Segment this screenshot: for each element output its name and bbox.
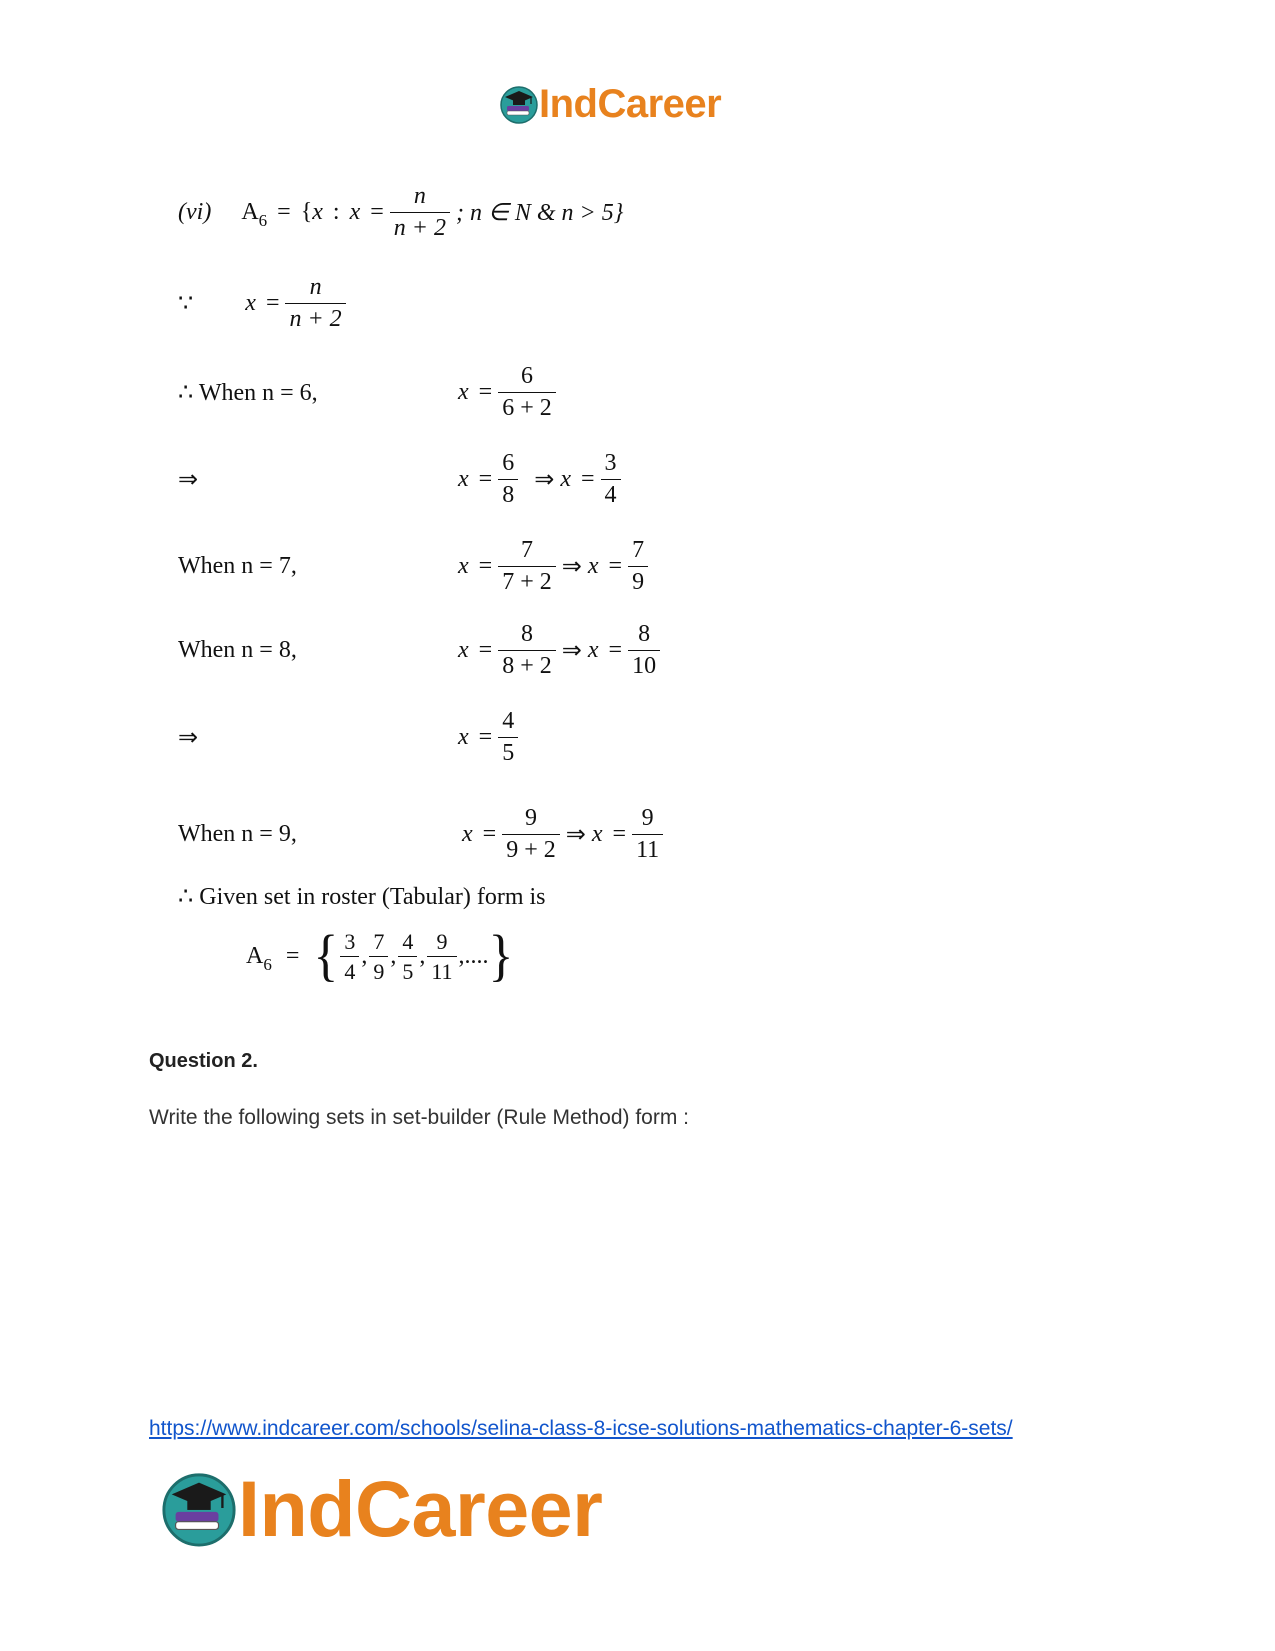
- comma: ,: [390, 943, 397, 970]
- fraction: [498, 709, 518, 766]
- variable: x: [591, 821, 603, 848]
- set-name: A: [246, 943, 264, 970]
- part-label: (vi): [178, 199, 212, 226]
- denominator: 4: [340, 956, 359, 983]
- equals-sign: =: [478, 724, 493, 751]
- denominator: 9: [628, 566, 648, 595]
- ellipsis: ,....: [458, 943, 489, 970]
- set-subscript: 6: [258, 210, 268, 230]
- case-label: ∴ When n = 6,: [178, 380, 318, 407]
- variable: x: [458, 637, 469, 664]
- denominator: 6 + 2: [498, 392, 556, 421]
- roster-fraction: [340, 930, 359, 983]
- implies-arrow: ⇒: [561, 638, 582, 665]
- denominator: n + 2: [285, 303, 345, 332]
- denominator: 10: [628, 650, 660, 679]
- fraction: [632, 806, 663, 863]
- variable: x: [587, 637, 599, 664]
- open-brace: {: [313, 924, 339, 988]
- case-n7-row: [178, 538, 654, 595]
- fraction: [628, 538, 648, 595]
- variable: x: [312, 199, 323, 226]
- denominator: n + 2: [390, 212, 450, 241]
- simplify-n8-row: [178, 709, 524, 766]
- numerator: 9: [436, 929, 448, 954]
- fraction: [498, 364, 556, 421]
- implies-arrow: ⇒: [565, 822, 586, 849]
- numerator: 9: [641, 805, 654, 831]
- question-body: Write the following sets in set-builder (Rule Method) form :: [149, 1106, 689, 1129]
- numerator: 8: [638, 621, 651, 647]
- fraction: [390, 184, 450, 241]
- denominator: 9: [369, 956, 388, 983]
- variable: x: [458, 553, 469, 580]
- implies-symbol: ⇒: [178, 467, 199, 494]
- close-brace: }: [488, 924, 514, 988]
- case-n9-row: [178, 806, 669, 863]
- variable: x: [458, 466, 469, 493]
- numerator: 6: [502, 450, 515, 476]
- comma: ,: [361, 943, 368, 970]
- implies-arrow: ⇒: [561, 554, 582, 581]
- roster-fraction: [398, 930, 417, 983]
- conclusion-text: [178, 882, 546, 911]
- case-n6-row: [178, 364, 562, 421]
- roster-fraction: [427, 930, 456, 983]
- set-definition-row: [178, 184, 623, 241]
- fraction: [285, 275, 345, 332]
- variable: x: [458, 379, 469, 406]
- equals-sign: =: [478, 466, 493, 493]
- equals-sign: =: [265, 290, 280, 317]
- case-label: When n = 8,: [178, 637, 297, 664]
- numerator: 3: [344, 929, 356, 954]
- variable: x: [458, 724, 469, 751]
- comma: ,: [419, 943, 426, 970]
- numerator: 4: [502, 708, 515, 734]
- denominator: 4: [601, 479, 621, 508]
- set-condition: ; n ∈ N & n > 5}: [455, 200, 624, 227]
- because-symbol: ∵: [178, 291, 194, 318]
- set-subscript: 6: [263, 954, 272, 974]
- fraction: [628, 622, 660, 679]
- footer-logo-text: IndCareer: [238, 1463, 603, 1553]
- conclusion-label: ∴ Given set in roster (Tabular) form is: [178, 884, 546, 910]
- numerator: 7: [520, 537, 533, 563]
- denominator: 5: [498, 737, 518, 766]
- numerator: 7: [632, 537, 645, 563]
- simplify-n6-row: [178, 451, 627, 508]
- variable: x: [587, 553, 599, 580]
- fraction: [502, 806, 560, 863]
- variable: x: [349, 199, 361, 226]
- denominator: 7 + 2: [498, 566, 556, 595]
- question-title: Question 2.: [149, 1050, 258, 1072]
- equals-sign: =: [277, 199, 291, 226]
- case-n8-row: [178, 622, 666, 679]
- case-label: When n = 9,: [178, 821, 297, 848]
- set-open-brace: {: [300, 199, 313, 226]
- denominator: 8: [498, 479, 518, 508]
- roster-form-row: [246, 924, 514, 988]
- graduation-cap-book-globe-icon: [160, 1469, 238, 1547]
- equals-sign: =: [612, 821, 627, 848]
- equals-sign: =: [370, 199, 384, 226]
- denominator: 11: [427, 956, 456, 983]
- numerator: 3: [604, 450, 617, 476]
- numerator: 9: [524, 805, 537, 831]
- equals-sign: =: [580, 466, 595, 493]
- fraction: [498, 451, 518, 508]
- set-name: A: [241, 199, 259, 226]
- variable: x: [560, 466, 571, 493]
- fraction: [498, 622, 556, 679]
- implies-arrow: ⇒: [534, 467, 555, 494]
- numerator: 4: [402, 929, 414, 954]
- case-label: When n = 7,: [178, 553, 297, 580]
- denominator: 9 + 2: [502, 834, 560, 863]
- numerator: 8: [520, 621, 533, 647]
- equals-sign: =: [478, 379, 493, 406]
- equals-sign: =: [608, 637, 623, 664]
- because-row: [178, 275, 352, 332]
- numerator: 7: [373, 929, 385, 954]
- numerator: n: [309, 274, 322, 300]
- numerator: n: [413, 183, 426, 209]
- header-logo-text: IndCareer: [539, 82, 722, 126]
- implies-symbol: ⇒: [178, 725, 199, 752]
- denominator: 5: [398, 956, 417, 983]
- colon: :: [332, 199, 340, 226]
- fraction: [498, 538, 556, 595]
- numerator: 6: [520, 363, 533, 389]
- roster-fraction: [369, 930, 388, 983]
- denominator: 11: [632, 834, 663, 863]
- equals-sign: =: [478, 637, 493, 664]
- footer-logo: [160, 1463, 603, 1553]
- variable: x: [462, 821, 473, 848]
- equals-sign: =: [285, 943, 300, 970]
- equals-sign: =: [482, 821, 497, 848]
- fraction: [601, 451, 621, 508]
- equals-sign: =: [608, 553, 623, 580]
- equals-sign: =: [478, 553, 493, 580]
- source-link[interactable]: https://www.indcareer.com/schools/selina-class-8-icse-solutions-mathematics-chapter-6-sets/: [149, 1417, 1013, 1440]
- denominator: 8 + 2: [498, 650, 556, 679]
- variable: x: [245, 290, 256, 317]
